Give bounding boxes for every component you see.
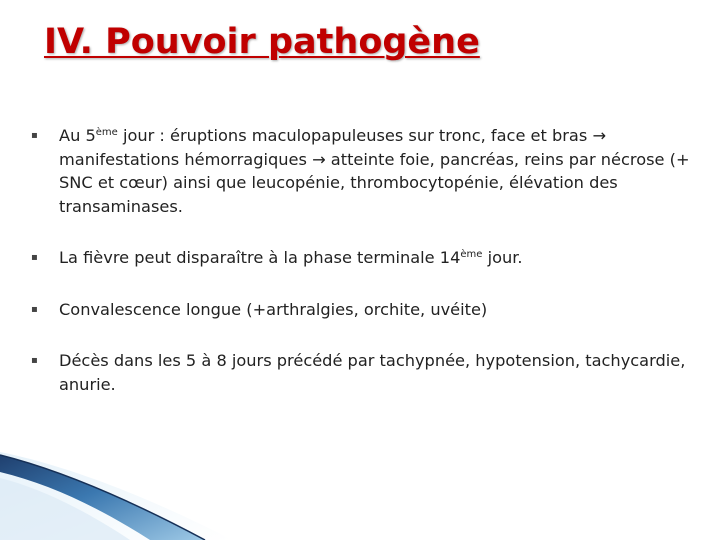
bullet-text: Décès dans les 5 à 8 jours précédé par tachypnée, hypotension, tachycardie, anurie. — [59, 351, 686, 394]
superscript-text: ème — [460, 249, 483, 260]
bullet-text: manifestations hémorragiques — [59, 149, 313, 169]
bullet-text: Convalescence longue (+arthralgies, orchite, uvéite) — [59, 299, 488, 319]
slide-title: IV. Pouvoir pathogène — [44, 22, 480, 62]
bullet-marker: ▪ — [31, 130, 38, 141]
arrow-icon: → — [592, 126, 607, 145]
bullet-text: Au 5 — [59, 126, 96, 145]
bullet-marker: ▪ — [31, 303, 38, 315]
bullet-text: jour : éruptions maculopapuleuses sur tronc, face et bras — [117, 126, 593, 145]
bullet-marker: ▪ — [31, 252, 38, 263]
bullet-text: atteinte foie, pancréas, reins par nécrose (+ SNC et cœur) ainsi que leucopénie, thrombocytopénie, élévation des transaminases. — [59, 149, 690, 216]
bullet-text: La fièvre peut disparaître à la phase terminale 14 — [59, 248, 461, 267]
bullet-text: jour. — [482, 248, 523, 267]
superscript-text: ème — [95, 127, 118, 138]
arrow-icon: → — [312, 149, 326, 169]
bullet-marker: ▪ — [31, 355, 38, 366]
